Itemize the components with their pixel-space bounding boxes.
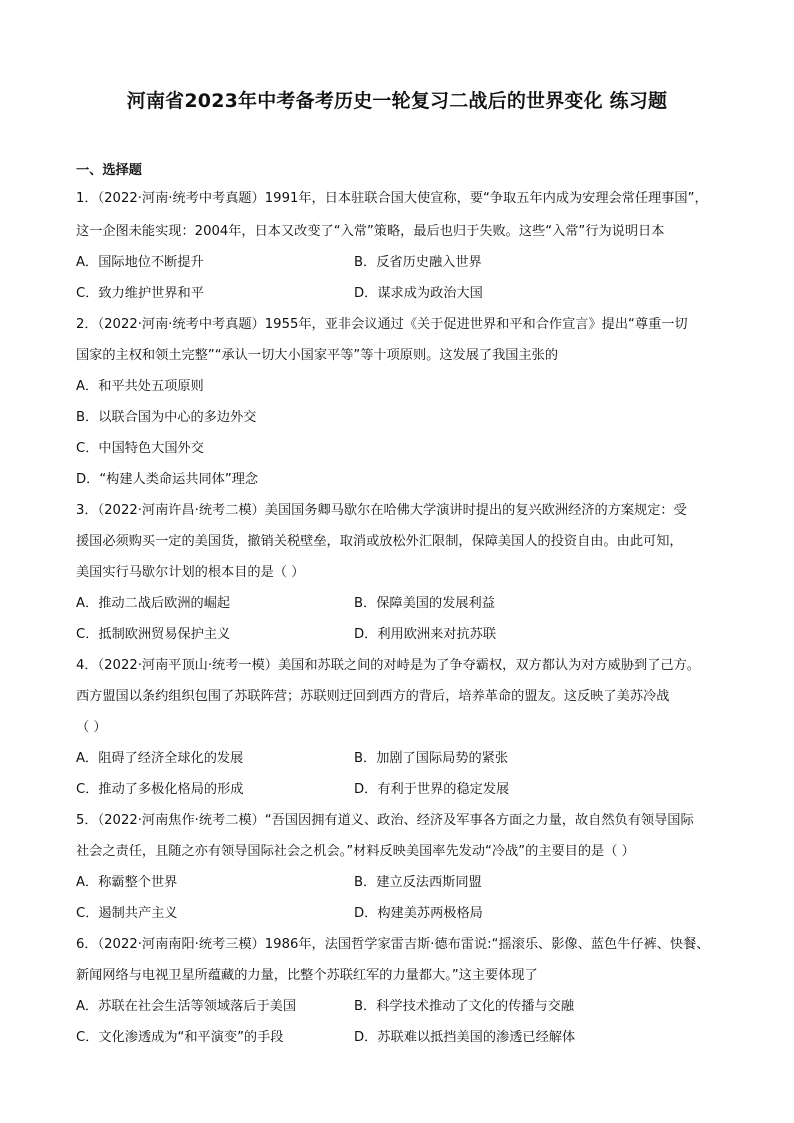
question-content xyxy=(76,160,726,1053)
question-line: 社会之责任，且随之亦有领导国际社会之机会。”材料反映美国率先发动“冷战”的主要目的是（ ） xyxy=(76,844,635,859)
option-b[interactable]: B．以联合国为中心的多边外交 xyxy=(76,410,257,425)
option-d[interactable]: D．有利于世界的稳定发展 xyxy=(354,782,510,797)
option-a[interactable]: A．国际地位不断提升 xyxy=(76,255,204,270)
question-2 xyxy=(76,309,726,495)
option-b[interactable]: B．加剧了国际局势的紧张 xyxy=(354,751,509,766)
question-line: 5．（2022·河南焦作·统考二模）“吾国因拥有道义、政治、经济及军事各方面之力量，故自然负有领导国际 xyxy=(76,813,694,828)
question-line: 西方盟国以条约组织包围了苏联阵营；苏联则迂回到西方的背后，培养革命的盟友。这反映了美苏冷战 xyxy=(76,689,670,704)
option-row xyxy=(76,588,726,619)
option-b[interactable]: B．反省历史融入世界 xyxy=(354,255,482,270)
question-line: 2．（2022·河南·统考中考真题）1955年，亚非会议通过《关于促进世界和平和合作宣言》提出“尊重一切 xyxy=(76,317,688,332)
question-line: 4．（2022·河南平顶山·统考一模）美国和苏联之间的对峙是为了争夺霸权，双方都认为对方威胁到了己方。 xyxy=(76,658,700,673)
option-c[interactable]: C．推动了多极化格局的形成 xyxy=(76,782,244,797)
option-row xyxy=(76,898,726,929)
option-a[interactable]: A．阻碍了经济全球化的发展 xyxy=(76,751,244,766)
option-d[interactable]: D．“构建人类命运共同体”理念 xyxy=(76,472,259,487)
option-row xyxy=(76,1022,726,1053)
option-d[interactable]: D．构建美苏两极格局 xyxy=(354,906,483,921)
question-line: 1．（2022·河南·统考中考真题）1991年，日本驻联合国大使宣称，要“争取五年内成为安理会常任理事国”， xyxy=(76,191,708,206)
question-line: 6．（2022·河南南阳·统考三模）1986年，法国哲学家雷吉斯·德布雷说:“摇滚乐、影像、蓝色牛仔裤、快餐、 xyxy=(76,937,710,952)
option-d[interactable]: D．谋求成为政治大国 xyxy=(354,286,483,301)
question-line: 美国实行马歇尔计划的根本目的是（ ） xyxy=(76,565,305,580)
option-row xyxy=(76,278,726,309)
question-1 xyxy=(76,182,726,309)
question-line: 这一企图未能实现：2004年，日本又改变了“入常”策略，最后也归于失败。这些“入常”行为说明日本 xyxy=(76,224,665,239)
option-b[interactable]: B．科学技术推动了文化的传播与交融 xyxy=(354,999,575,1014)
option-c[interactable]: C．抵制欧洲贸易保护主义 xyxy=(76,627,231,642)
option-row xyxy=(76,247,726,278)
option-d[interactable]: D．利用欧洲来对抗苏联 xyxy=(354,627,497,642)
option-row xyxy=(76,867,726,898)
page-title: 河南省2023年中考备考历史一轮复习二战后的世界变化 练习题 xyxy=(126,90,668,112)
option-c[interactable]: C．致力维护世界和平 xyxy=(76,286,204,301)
option-row xyxy=(76,619,726,650)
question-3 xyxy=(76,495,726,650)
question-line: （ ） xyxy=(76,720,107,735)
option-d[interactable]: D．苏联难以抵挡美国的渗透已经解体 xyxy=(354,1030,576,1045)
option-a[interactable]: A．推动二战后欧洲的崛起 xyxy=(76,596,231,611)
option-a[interactable]: A．苏联在社会生活等领域落后于美国 xyxy=(76,999,297,1014)
option-row xyxy=(76,991,726,1022)
option-a[interactable]: A．和平共处五项原则 xyxy=(76,379,204,394)
question-6 xyxy=(76,929,726,1053)
option-row xyxy=(76,774,726,805)
section-heading: 一、选择题 xyxy=(76,163,142,178)
question-line: 3．（2022·河南许昌·统考二模）美国国务卿马歇尔在哈佛大学演讲时提出的复兴欧洲经济的方案规定：受 xyxy=(76,503,687,518)
option-b[interactable]: B．建立反法西斯同盟 xyxy=(354,875,482,890)
question-line: 新闻网络与电视卫星所蕴藏的力量，比整个苏联红军的力量都大。”这主要体现了 xyxy=(76,968,538,983)
option-row xyxy=(76,743,726,774)
option-b[interactable]: B．保障美国的发展利益 xyxy=(354,596,495,611)
question-4 xyxy=(76,650,726,805)
option-a[interactable]: A．称霸整个世界 xyxy=(76,875,178,890)
question-5 xyxy=(76,805,726,929)
option-c[interactable]: C．文化渗透成为“和平演变”的手段 xyxy=(76,1030,284,1045)
option-c[interactable]: C．遏制共产主义 xyxy=(76,906,178,921)
option-c[interactable]: C．中国特色大国外交 xyxy=(76,441,204,456)
question-line: 国家的主权和领土完整”“承认一切大小国家平等”等十项原则。这发展了我国主张的 xyxy=(76,348,559,363)
question-line: 援国必须购买一定的美国货，撤销关税壁垒，取消或放松外汇限制，保障美国人的投资自由。由此可知， xyxy=(76,534,683,549)
